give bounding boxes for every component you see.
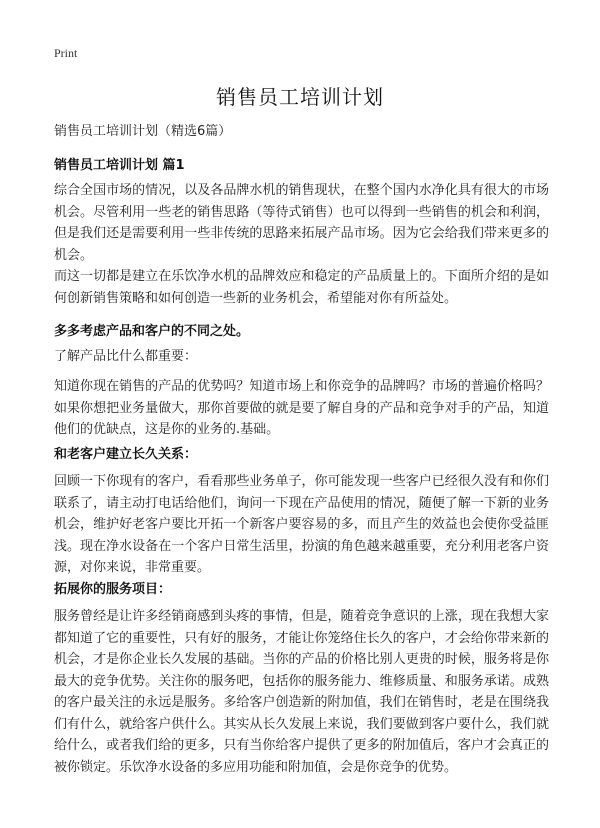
section-heading-1: 销售员工培训计划 篇1 (54, 158, 185, 173)
section-1-paragraph-1: 综合全国市场的情况，以及各品牌水机的销售现状，在整个国内水净化具有很大的市场机会。尽管利用一些老的销售思路（等待式销售）也可以得到一些销售的机会和利润，但是我们还是需要利用一些非传统的思路来拓展产品市场。因为它会给我们带来更多的机会。 (54, 183, 549, 263)
section-4-paragraph-1: 服务曾经是让许多经销商感到头疼的事情，但是，随着竞争意识的上涨，现在我想大家都知道了它的重要性，只有好的服务，才能让你笼络住长久的客户，才会给你带来新的机会，才是你企业长久发展的基础。当你的产品的价格比别人更贵的时候，服务将是你最大的竞争优势。关注你的服务吧，包括你的服务能力、维修质量、和服务承诺。成熟的客户最关注的永远是服务。多给客户创造新的附加值，我们在销售时，老是在围绕我们有什么，就给客户供什么。其实从长久发展上来说，我们要做到客户要什么，我们就给什么，或者我们给的更多，只有当你给客户提供了更多的附加值后，客户才会真正的被你锁定。乐饮净水设备的多应用功能和附加值，会是你竞争的优势。 (54, 609, 549, 775)
section-heading-2: 多多考虑产品和客户的不同之处。 (54, 324, 250, 339)
section-3-paragraph-1: 回顾一下你现有的客户，看看那些业务单子，你可能发现一些客户已经很久没有和你们联系了，请主动打电话给他们，询问一下现在产品使用的情况，随便了解一下新的业务机会，维护好老客户要比开拓一个新客户要容易的多，而且产生的效益也会使你受益匪浅。现在净水设备在一个客户日常生活里，扮演的角色越来越重要，充分利用老客户资源，对你来说，非常重要。 (54, 474, 549, 575)
section-2-paragraph-1: 了解产品比什么都重要： (54, 349, 198, 364)
document-title: 销售员工培训计划 (216, 85, 384, 109)
section-2-paragraph-2: 知道你现在销售的产品的优势吗？知道市场上和你竞争的品牌吗？市场的普遍价格吗？如果你想把业务量做大，那你首要做的就是要了解自身的产品和竞争对手的产品，知道他们的优缺点，这是你的业务的.基础。 (54, 379, 549, 437)
document-subtitle: 销售员工培训计划（精选6篇） (54, 124, 232, 139)
print-link[interactable]: Print (54, 46, 78, 60)
section-1-paragraph-2: 而这一切都是建立在乐饮净水机的品牌效应和稳定的产品质量上的。下面所介绍的是如何创新销售策略和如何创造一些新的业务机会，希望能对你有所益处。 (54, 269, 549, 306)
section-heading-4: 拓展你的服务项目： (54, 582, 172, 597)
section-heading-3: 和老客户建立长久关系： (54, 447, 198, 462)
